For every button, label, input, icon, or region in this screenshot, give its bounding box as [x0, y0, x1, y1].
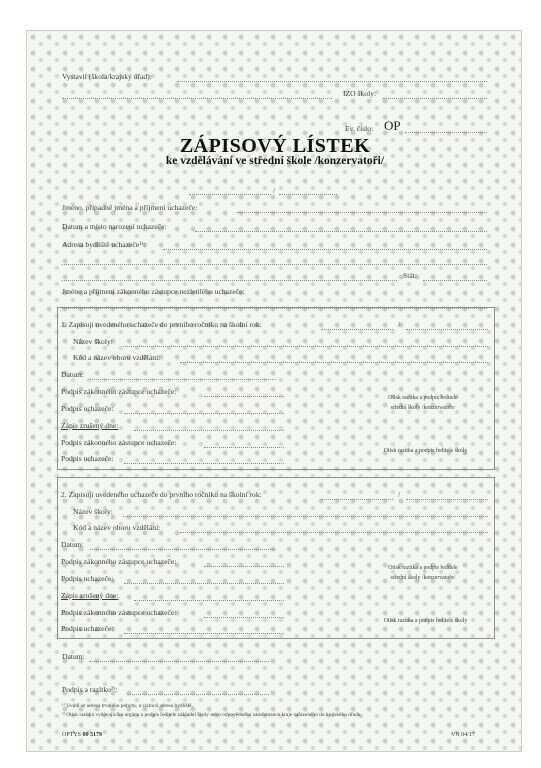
section-1-school-label: Název školy:: [73, 337, 113, 346]
section-2-year-slash: /: [398, 490, 401, 499]
footnote-2: ²⁾ Otisk razítka vydávajícího orgánu a podpis ředitele základní školy nebo odpovědného zaměstnance kraje zařazeného do krajského úřadu.: [62, 712, 362, 718]
applicant-address-line3[interactable]: [62, 280, 397, 281]
section-2-date-label: Datum:: [61, 540, 84, 549]
section-2-applicant-sign-field[interactable]: [124, 583, 284, 584]
section-2-stamp-text-1: Otisk razítka a podpis ředitele: [388, 565, 458, 571]
section-1-school-field[interactable]: [123, 346, 488, 347]
section-2-cancel-text: Zápis zrušený dne:: [61, 591, 119, 600]
section-2-school-field[interactable]: [123, 516, 488, 517]
section-2-date-field[interactable]: [90, 549, 275, 550]
section-1-applicant-sign-label: Podpis uchazeče:: [61, 404, 114, 413]
section-1-date-label: Datum:: [61, 370, 84, 379]
issuer-label: Vystavil (škola/krajský úřad):: [62, 72, 152, 81]
section-1-applicant-sign-label-2: Podpis uchazeče:: [61, 454, 114, 463]
sign-stamp-field[interactable]: [127, 694, 269, 695]
ev-number-field[interactable]: [405, 132, 487, 133]
section-2-applicant-sign-label: Podpis uchazeče:: [61, 574, 114, 583]
section-1-applicant-sign-field-2[interactable]: [124, 463, 284, 464]
section-2-year-to[interactable]: [406, 499, 488, 500]
section-1-guardian-sign-label: Podpis zákonného zástupce uchazeče:: [61, 387, 177, 396]
state-label: Stát:: [403, 271, 417, 280]
birth-number-separator: /: [273, 186, 276, 195]
sign-stamp-label: Podpis a razítko²⁾:: [62, 685, 118, 694]
section-1-cancel-field[interactable]: [134, 430, 284, 431]
section-1-year-from[interactable]: [321, 329, 393, 330]
section-1-applicant-sign-field[interactable]: [124, 413, 284, 414]
issue-date-label: Datum:: [62, 652, 85, 661]
enrollment-section-2: [57, 477, 495, 639]
section-2-stamp-text-3: Otisk razítka a podpis ředitele školy: [383, 618, 468, 624]
section-2-field-field[interactable]: [180, 532, 488, 533]
applicant-name-field[interactable]: [237, 212, 487, 213]
section-1-cancel-label: [61, 421, 118, 431]
section-1-cancel-text: Zápis zrušený dne:: [61, 421, 119, 430]
section-2-guardian-sign-label-2: Podpis zákonného zástupce uchazeče:: [61, 608, 177, 617]
section-2-applicant-sign-label-2: Podpis uchazeče:: [61, 624, 114, 633]
enrollment-form-sheet: [26, 30, 522, 752]
applicant-address-line2[interactable]: [62, 264, 487, 265]
optys-prefix: OPTYS: [62, 732, 82, 738]
section-2-cancel-field[interactable]: [134, 600, 284, 601]
issuer-field-line2[interactable]: [62, 98, 332, 99]
section-2-school-label: Název školy:: [73, 507, 113, 516]
form-title: ZÁPISOVÝ LÍSTEK: [179, 135, 371, 157]
issuer-field[interactable]: [177, 81, 487, 82]
state-field[interactable]: [423, 280, 487, 281]
issue-date-field[interactable]: [89, 661, 269, 662]
applicant-address-label: Adresa bydliště uchazeče¹⁾:: [62, 240, 146, 249]
section-1-date-field[interactable]: [90, 379, 275, 380]
guardian-name-label: Jméno a příjmení zákonného zástupce nezletilého uchazeče:: [62, 287, 245, 296]
form-version: VN 04/17: [451, 732, 475, 738]
section-2-year-from[interactable]: [321, 499, 393, 500]
section-1-guardian-sign-label-2: Podpis zákonného zástupce uchazeče:: [61, 438, 177, 447]
section-1-guardian-sign-field-2[interactable]: [204, 447, 284, 448]
birth-number-part1[interactable]: [189, 194, 271, 195]
section-1-year-to[interactable]: [406, 329, 488, 330]
section-1-stamp-text-1: Otisk razítka a podpis ředitele: [388, 395, 458, 401]
section-1-guardian-sign-field[interactable]: [204, 396, 284, 397]
applicant-birth-label: Datum a místo narození uchazeče:: [62, 222, 167, 231]
optys-number: 00 3179: [82, 732, 103, 738]
footnote-1: ¹⁾ Uvádí se adresa trvalého pobytu, u cizinců adresa bydliště.: [62, 703, 193, 709]
section-1-field-field[interactable]: [180, 362, 488, 363]
birth-number-part2[interactable]: [279, 194, 337, 195]
ev-number-value: OP: [384, 118, 401, 133]
form-subtitle: ke vzdělávání ve střední škole /konzervatoři/: [165, 155, 385, 167]
section-2-guardian-sign-field-2[interactable]: [204, 617, 284, 618]
section-2-stamp-text-2: střední školy /konzervatoře/: [390, 575, 456, 581]
izo-field[interactable]: [383, 98, 487, 99]
section-2-field-label: Kód a název oboru vzdělání:: [73, 523, 161, 532]
section-1-field-label: Kód a název oboru vzdělání:: [73, 353, 161, 362]
applicant-address-field[interactable]: [163, 249, 487, 250]
applicant-birth-field[interactable]: [195, 231, 487, 232]
enrollment-section-1: [57, 307, 495, 470]
section-1-enroll-label: 1. Zapisuji uvedeného uchazeče do prvního ročníku na školní rok:: [61, 320, 262, 329]
section-2-guardian-sign-field[interactable]: [204, 566, 284, 567]
section-2-cancel-label: [61, 591, 118, 601]
section-1-stamp-text-3: Otisk razítka a podpis ředitele školy: [383, 448, 468, 454]
applicant-name-label: Jméno, případně jména a příjmení uchazeče:: [62, 203, 198, 212]
section-1-year-slash: /: [398, 320, 401, 329]
ev-number-label: Ev. číslo:: [345, 124, 374, 133]
section-1-stamp-text-2: střední školy /konzervatoře/: [390, 405, 456, 411]
optys-code: [62, 732, 102, 738]
izo-label: IZO školy:: [343, 89, 377, 98]
section-2-guardian-sign-label: Podpis zákonného zástupce uchazeče:: [61, 557, 177, 566]
section-2-applicant-sign-field-2[interactable]: [124, 633, 284, 634]
section-2-enroll-label: 2. Zapisuji uvedeného uchazeče do prvního ročníku na školní rok:: [61, 490, 262, 499]
